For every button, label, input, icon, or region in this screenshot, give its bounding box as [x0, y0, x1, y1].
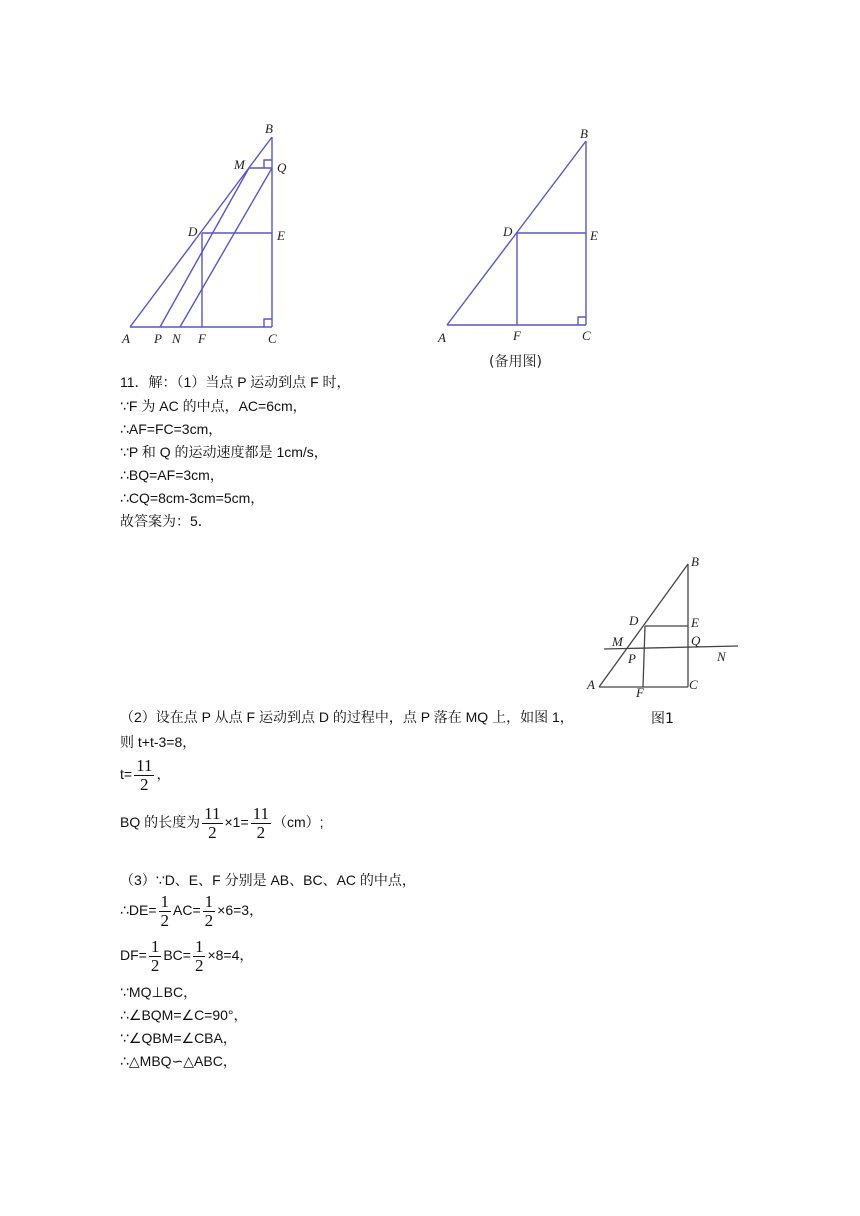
- numerator: 1: [150, 937, 160, 956]
- fraction: [193, 938, 206, 975]
- numerator: 11: [204, 804, 221, 823]
- label-p: P: [154, 331, 162, 346]
- solution-line: ∴BQ=AF=3cm，: [120, 467, 224, 483]
- label-e: E: [590, 228, 598, 243]
- label-a: A: [438, 330, 446, 345]
- solution-line: ∴AF=FC=3cm，: [120, 421, 223, 437]
- text: DF=: [120, 947, 147, 964]
- label-m: M: [612, 634, 623, 649]
- figure-1-caption: 图1: [651, 711, 674, 727]
- label-q: Q: [691, 633, 701, 648]
- label-a: A: [587, 677, 595, 692]
- label-e: E: [691, 615, 699, 630]
- fraction: [203, 893, 216, 930]
- numerator: 1: [194, 937, 204, 956]
- solution-line: 则 t+t-3=8，: [120, 734, 197, 750]
- solution-line: ∵P 和 Q 的运动速度都是 1cm/s，: [120, 444, 328, 460]
- fraction: [149, 938, 162, 975]
- numerator: 1: [160, 892, 170, 911]
- label-f: F: [198, 331, 206, 346]
- equation-bq: [120, 805, 324, 842]
- text: ，: [156, 766, 171, 783]
- label-c: C: [582, 328, 591, 343]
- figure-1: [580, 548, 745, 698]
- fraction: [159, 893, 172, 930]
- text: BQ 的长度为: [120, 814, 201, 831]
- solution-line: 故答案为：5．: [120, 513, 212, 529]
- text: BC=: [163, 947, 191, 964]
- solution-line: ∵∠QBM=∠CBA，: [120, 1030, 237, 1046]
- label-b: B: [580, 126, 588, 141]
- label-e: E: [277, 228, 285, 243]
- label-d: D: [629, 613, 639, 628]
- fraction: [134, 757, 154, 794]
- text: （cm）;: [273, 814, 324, 831]
- label-a: A: [122, 331, 130, 346]
- fraction: [251, 805, 271, 842]
- text: t=: [120, 766, 133, 783]
- solution-line: ∴△MBQ∽△ABC，: [120, 1053, 237, 1069]
- label-m: M: [234, 157, 245, 172]
- figure-a: [115, 115, 315, 350]
- equation-t: [120, 757, 170, 794]
- label-f: F: [513, 328, 521, 343]
- numerator: 11: [136, 756, 153, 775]
- text: ×1=: [224, 814, 249, 831]
- label-d: D: [188, 224, 198, 239]
- label-b: B: [691, 554, 699, 569]
- figure-b: [430, 115, 610, 375]
- denominator: 2: [194, 956, 204, 975]
- denominator: 2: [202, 823, 222, 842]
- label-n: N: [717, 649, 726, 664]
- text: ×6=3，: [217, 902, 264, 919]
- solution-line: ∴∠BQM=∠C=90°，: [120, 1007, 248, 1023]
- solution-line: ∵MQ⊥BC，: [120, 984, 198, 1000]
- denominator: 2: [150, 956, 160, 975]
- label-p: P: [628, 651, 636, 666]
- label-q: Q: [277, 160, 287, 175]
- label-f: F: [636, 685, 644, 698]
- figure-caption: (备用图): [489, 354, 542, 370]
- denominator: 2: [134, 775, 154, 794]
- numerator: 11: [252, 804, 270, 823]
- solution-line: ∵F 为 AC 的中点，AC=6cm，: [120, 398, 307, 414]
- solution-line: ∴CQ=8cm-3cm=5cm，: [120, 490, 265, 506]
- denominator: 2: [251, 823, 271, 842]
- label-c: C: [689, 677, 698, 692]
- label-n: N: [172, 331, 181, 346]
- text: AC=: [173, 902, 201, 919]
- equation-df: [120, 938, 253, 975]
- denominator: 2: [160, 911, 170, 930]
- solution-line: （3）∵D、E、F 分别是 AB、BC、AC 的中点，: [120, 872, 416, 888]
- text: ∴DE=: [120, 902, 157, 919]
- denominator: 2: [204, 911, 214, 930]
- solution-line: 11．解：（1）当点 P 运动到点 F 时，: [120, 374, 351, 390]
- label-d: D: [503, 224, 513, 239]
- label-b: B: [265, 121, 273, 136]
- label-c: C: [268, 331, 277, 346]
- solution-line: （2）设在点 P 从点 F 运动到点 D 的过程中，点 P 落在 MQ 上，如图 1，: [120, 709, 574, 725]
- fraction: [202, 805, 222, 842]
- numerator: 1: [204, 892, 214, 911]
- text: ×8=4，: [207, 947, 254, 964]
- equation-de: [120, 893, 263, 930]
